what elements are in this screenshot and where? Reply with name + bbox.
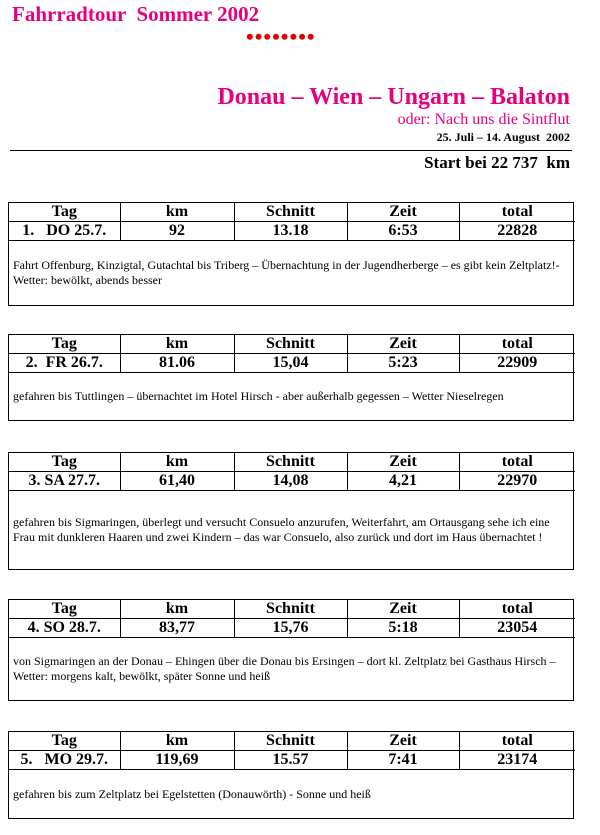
cell-total: 22828 [459, 222, 575, 241]
start-odometer: Start bei 22 737 km [424, 153, 570, 172]
subtitle: oder: Nach uns die Sintflut [397, 111, 570, 128]
cell-tag: 5. MO 29.7. [9, 751, 120, 770]
day-note: gefahren bis Sigmaringen, überlegt und versucht Consuelo anzurufen, Weiterfahrt, am Ortausgang sehe ich eine Frau mit dunkleren Haaren und zwei Kindern – das war Consuelo, also zurück und dort im Haus übernachtet ! [13, 515, 550, 544]
day-note: gefahren bis zum Zeltplatz bei Egelstetten (Donauwörth) - Sonne und heiß [13, 786, 371, 801]
cell-zeit: 6:53 [347, 222, 459, 241]
day-entry [8, 731, 574, 819]
cell-zeit: 7:41 [347, 751, 459, 770]
col-header-total: total [459, 203, 575, 222]
page-title: Fahrradtour Sommer 2002 [12, 2, 260, 26]
col-header-zeit: Zeit [347, 732, 459, 751]
col-header-schnitt: Schnitt [234, 203, 347, 222]
col-header-km: km [120, 335, 234, 354]
col-header-total: total [459, 335, 575, 354]
cell-schnitt: 15.57 [234, 751, 347, 770]
cell-km: 61,40 [120, 472, 234, 491]
day-entry [8, 452, 574, 570]
col-header-total: total [459, 600, 575, 619]
col-header-total: total [459, 732, 575, 751]
day-table [9, 203, 575, 241]
cell-tag: 1. DO 25.7. [9, 222, 120, 241]
col-header-tag: Tag [9, 453, 120, 472]
col-header-km: km [120, 203, 234, 222]
col-header-zeit: Zeit [347, 335, 459, 354]
day-entry [8, 202, 574, 306]
col-header-km: km [120, 453, 234, 472]
col-header-total: total [459, 453, 575, 472]
col-header-tag: Tag [9, 732, 120, 751]
cell-schnitt: 15,04 [234, 354, 347, 373]
day-entry [8, 599, 574, 701]
tour-dates: 25. Juli – 14. August 2002 [436, 130, 570, 144]
col-header-schnitt: Schnitt [234, 732, 347, 751]
day-table [9, 732, 575, 770]
cell-schnitt: 14,08 [234, 472, 347, 491]
decorative-dots: •••••••• [246, 24, 316, 49]
col-header-tag: Tag [9, 335, 120, 354]
col-header-zeit: Zeit [347, 600, 459, 619]
day-note: Fahrt Offenburg, Kinzigtal, Gutachtal bis Triberg – Übernachtung in der Jugendherberge – es gibt kein Zeltplatz!- Wetter: bewölkt, abends besser [13, 258, 560, 287]
col-header-km: km [120, 600, 234, 619]
cell-km: 81.06 [120, 354, 234, 373]
route-title: Donau – Wien – Ungarn – Balaton [217, 84, 570, 110]
col-header-zeit: Zeit [347, 453, 459, 472]
cell-zeit: 5:18 [347, 619, 459, 638]
cell-total: 22909 [459, 354, 575, 373]
header-divider [10, 150, 572, 151]
day-note: von Sigmaringen an der Donau – Ehingen über die Donau bis Ersingen – dort kl. Zeltplatz bei Gasthaus Hirsch – Wetter: morgens kalt, bewölkt, später Sonne und heiß [13, 654, 556, 683]
cell-total: 23054 [459, 619, 575, 638]
cell-km: 92 [120, 222, 234, 241]
cell-zeit: 5:23 [347, 354, 459, 373]
day-note: gefahren bis Tuttlingen – übernachtet im Hotel Hirsch - aber außerhalb gegessen – Wetter Nieselregen [13, 389, 504, 403]
col-header-zeit: Zeit [347, 203, 459, 222]
day-entry [8, 334, 574, 421]
col-header-schnitt: Schnitt [234, 335, 347, 354]
day-table [9, 453, 575, 491]
cell-km: 119,69 [120, 751, 234, 770]
day-table [9, 600, 575, 638]
col-header-tag: Tag [9, 600, 120, 619]
col-header-schnitt: Schnitt [234, 600, 347, 619]
col-header-tag: Tag [9, 203, 120, 222]
cell-zeit: 4,21 [347, 472, 459, 491]
col-header-schnitt: Schnitt [234, 453, 347, 472]
cell-km: 83,77 [120, 619, 234, 638]
cell-total: 22970 [459, 472, 575, 491]
cell-total: 23174 [459, 751, 575, 770]
cell-tag: 2. FR 26.7. [9, 354, 120, 373]
col-header-km: km [120, 732, 234, 751]
cell-tag: 4. SO 28.7. [9, 619, 120, 638]
day-table [9, 335, 575, 373]
cell-tag: 3. SA 27.7. [9, 472, 120, 491]
cell-schnitt: 15,76 [234, 619, 347, 638]
cell-schnitt: 13.18 [234, 222, 347, 241]
